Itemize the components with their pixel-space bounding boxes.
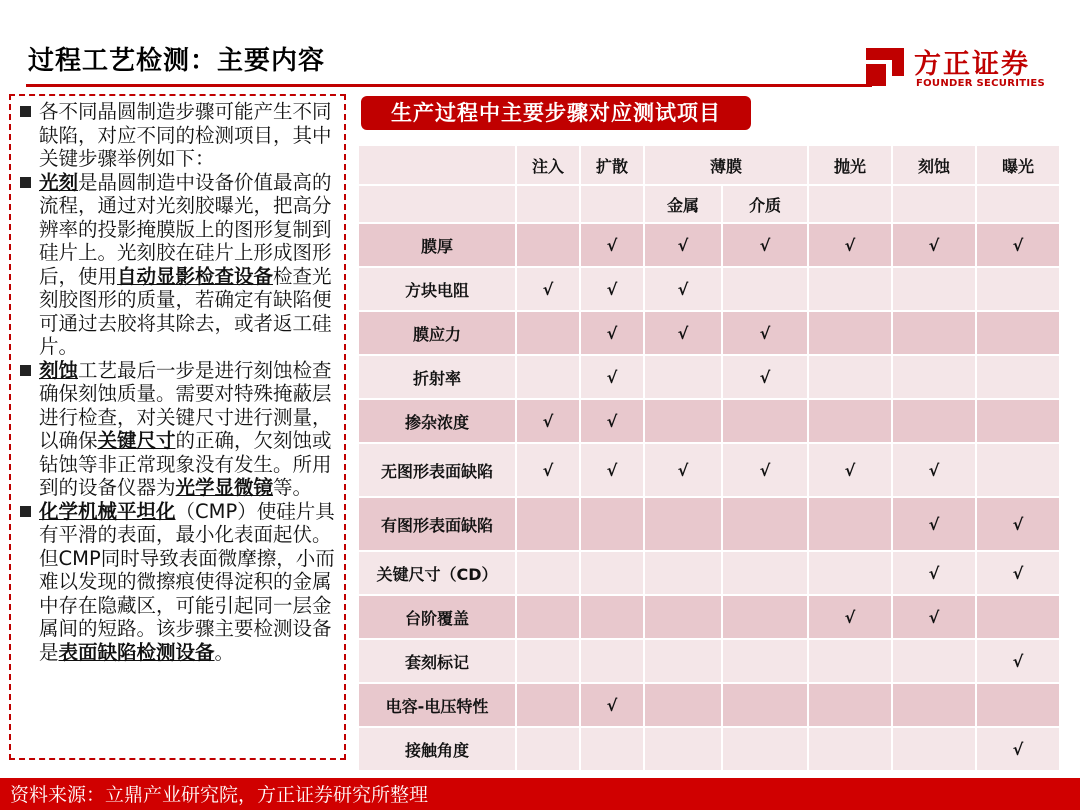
check-mark: √ (516, 399, 580, 443)
subheader-dielectric: 介质 (722, 185, 808, 223)
empty-cell (976, 355, 1060, 399)
source-footer: 资料来源：立鼎产业研究院，方正证券研究所整理 (0, 778, 1080, 810)
empty-cell (808, 355, 892, 399)
empty-cell (516, 683, 580, 727)
bullet-text: 是晶圆制造中设备价值最高的流程，通过对光刻胶曝光，把高分辨率的投影掩膜版上的图形复制到硅片上。光刻胶在硅片上形成图形后，使用 (39, 170, 332, 288)
row-label: 关键尺寸（CD） (358, 551, 516, 595)
page-title: 过程工艺检测：主要内容 (28, 46, 326, 76)
bullet-item (18, 171, 338, 359)
test-items-table (357, 144, 1061, 772)
empty-cell (516, 497, 580, 551)
bullet-square-icon (20, 506, 31, 517)
logo-text-cn: 方正证券 (914, 49, 1030, 80)
empty-cell (892, 399, 976, 443)
table-subheader-row (358, 185, 1060, 223)
bullet-text: 工艺最后一步是进行刻蚀检查确保刻蚀质量。需要对特殊掩蔽层进行检查，对关键尺寸进行测量，以确保 (39, 358, 332, 452)
table-row (358, 551, 1060, 595)
row-label: 有图形表面缺陷 (358, 497, 516, 551)
table-row (358, 267, 1060, 311)
check-mark: √ (976, 727, 1060, 771)
empty-cell (580, 551, 644, 595)
header-injection: 注入 (516, 145, 580, 185)
check-mark: √ (808, 443, 892, 497)
empty-cell (722, 727, 808, 771)
check-mark: √ (892, 551, 976, 595)
subheader-metal: 金属 (644, 185, 722, 223)
empty-cell (892, 727, 976, 771)
empty-cell (808, 311, 892, 355)
bullet-square-icon (20, 177, 31, 188)
empty-cell (516, 355, 580, 399)
row-label: 掺杂浓度 (358, 399, 516, 443)
bullet-keyword: 表面缺陷检测设备 (58, 640, 215, 664)
table-row (358, 497, 1060, 551)
empty-cell (580, 727, 644, 771)
header-etching: 刻蚀 (892, 145, 976, 185)
empty-cell (892, 683, 976, 727)
empty-cell (808, 399, 892, 443)
check-mark: √ (808, 223, 892, 267)
check-mark: √ (892, 595, 976, 639)
table-caption: 生产过程中主要步骤对应测试项目 (361, 96, 751, 130)
row-label: 无图形表面缺陷 (358, 443, 516, 497)
header-diffusion: 扩散 (580, 145, 644, 185)
check-mark: √ (516, 267, 580, 311)
empty-cell (516, 551, 580, 595)
bullet-keyword: 刻蚀 (39, 358, 79, 382)
empty-cell (722, 267, 808, 311)
empty-cell (808, 727, 892, 771)
header-polishing: 抛光 (808, 145, 892, 185)
check-mark: √ (644, 311, 722, 355)
empty-cell (976, 399, 1060, 443)
table-row (358, 399, 1060, 443)
row-label: 方块电阻 (358, 267, 516, 311)
empty-cell (516, 727, 580, 771)
table-row (358, 727, 1060, 771)
empty-cell (976, 683, 1060, 727)
check-mark: √ (722, 443, 808, 497)
bullet-list (18, 100, 338, 664)
check-mark: √ (580, 683, 644, 727)
bullet-text: 的正确，欠刻蚀或钻蚀等非正常现象没有发生。所用到的设备仪器为 (39, 429, 332, 499)
empty-cell (516, 311, 580, 355)
empty-cell (722, 399, 808, 443)
check-mark: √ (580, 267, 644, 311)
table-row (358, 683, 1060, 727)
empty-cell (892, 639, 976, 683)
table-row (358, 355, 1060, 399)
bullet-square-icon (20, 365, 31, 376)
empty-cell (722, 683, 808, 727)
check-mark: √ (722, 223, 808, 267)
empty-cell (580, 497, 644, 551)
table-row (358, 443, 1060, 497)
bullet-text: 。 (214, 640, 235, 664)
check-mark: √ (580, 311, 644, 355)
table-header-row (358, 145, 1060, 185)
empty-cell (892, 267, 976, 311)
empty-cell (722, 639, 808, 683)
empty-cell (976, 595, 1060, 639)
empty-cell (722, 551, 808, 595)
row-label: 折射率 (358, 355, 516, 399)
check-mark: √ (976, 223, 1060, 267)
check-mark: √ (976, 639, 1060, 683)
empty-cell (808, 497, 892, 551)
check-mark: √ (722, 355, 808, 399)
empty-cell (976, 311, 1060, 355)
check-mark: √ (580, 399, 644, 443)
bullet-text: 等。 (273, 476, 313, 499)
bullet-text: 检查光刻胶图形的质量，若确定有缺陷便可通过去胶将其除去，或者返工硅片。 (39, 264, 332, 358)
empty-cell (644, 639, 722, 683)
table-row (358, 311, 1060, 355)
check-mark: √ (516, 443, 580, 497)
empty-cell (976, 267, 1060, 311)
empty-cell (516, 223, 580, 267)
table-row (358, 223, 1060, 267)
bullet-keyword: 自动显影检查设备 (117, 264, 274, 288)
empty-cell (976, 443, 1060, 497)
row-label: 套刻标记 (358, 639, 516, 683)
check-mark: √ (976, 497, 1060, 551)
bullet-keyword: 光学显微镜 (175, 476, 274, 499)
empty-cell (644, 399, 722, 443)
table-row (358, 595, 1060, 639)
bullet-keyword: 关键尺寸 (97, 429, 176, 452)
empty-cell (644, 683, 722, 727)
empty-cell (808, 683, 892, 727)
empty-cell (516, 639, 580, 683)
row-label: 电容-电压特性 (358, 683, 516, 727)
bullet-item (18, 359, 338, 500)
check-mark: √ (580, 223, 644, 267)
check-mark: √ (808, 595, 892, 639)
bullet-square-icon (20, 106, 31, 117)
check-mark: √ (644, 443, 722, 497)
empty-cell (892, 311, 976, 355)
check-mark: √ (892, 443, 976, 497)
bullet-keyword: 光刻 (39, 170, 79, 194)
company-logo (864, 40, 1064, 92)
logo-text-en: FOUNDER SECURITIES (916, 78, 1046, 89)
header-thin-film: 薄膜 (644, 145, 808, 185)
header-exposure: 曝光 (976, 145, 1060, 185)
row-label: 台阶覆盖 (358, 595, 516, 639)
empty-cell (808, 551, 892, 595)
title-divider (26, 84, 872, 87)
check-mark: √ (644, 267, 722, 311)
row-label: 膜应力 (358, 311, 516, 355)
row-label: 膜厚 (358, 223, 516, 267)
check-mark: √ (580, 355, 644, 399)
check-mark: √ (722, 311, 808, 355)
empty-cell (892, 355, 976, 399)
check-mark: √ (644, 223, 722, 267)
empty-cell (516, 595, 580, 639)
empty-cell (580, 595, 644, 639)
table-row (358, 639, 1060, 683)
empty-cell (722, 595, 808, 639)
empty-cell (644, 497, 722, 551)
empty-cell (644, 727, 722, 771)
bullet-item (18, 500, 338, 665)
empty-cell (580, 639, 644, 683)
empty-cell (808, 267, 892, 311)
check-mark: √ (892, 223, 976, 267)
empty-cell (644, 595, 722, 639)
empty-cell (722, 497, 808, 551)
empty-cell (808, 639, 892, 683)
check-mark: √ (580, 443, 644, 497)
founder-logo-icon (864, 46, 906, 88)
header-cell-empty (358, 145, 516, 185)
bullet-item (18, 100, 338, 171)
bullet-text: 各不同晶圆制造步骤可能产生不同缺陷，对应不同的检测项目，其中关键步骤举例如下： (39, 100, 332, 170)
check-mark: √ (976, 551, 1060, 595)
row-label: 接触角度 (358, 727, 516, 771)
check-mark: √ (892, 497, 976, 551)
empty-cell (644, 355, 722, 399)
bullet-text: （CMP）使硅片具有平滑的表面，最小化表面起伏。但CMP同时导致表面微摩擦，小而难以发现的微擦痕使得淀积的金属中存在隐藏区，可能引起同一层金属间的短路。该步骤主要检测设备是 (39, 499, 335, 664)
empty-cell (644, 551, 722, 595)
bullet-keyword: 化学机械平坦化 (39, 499, 176, 523)
